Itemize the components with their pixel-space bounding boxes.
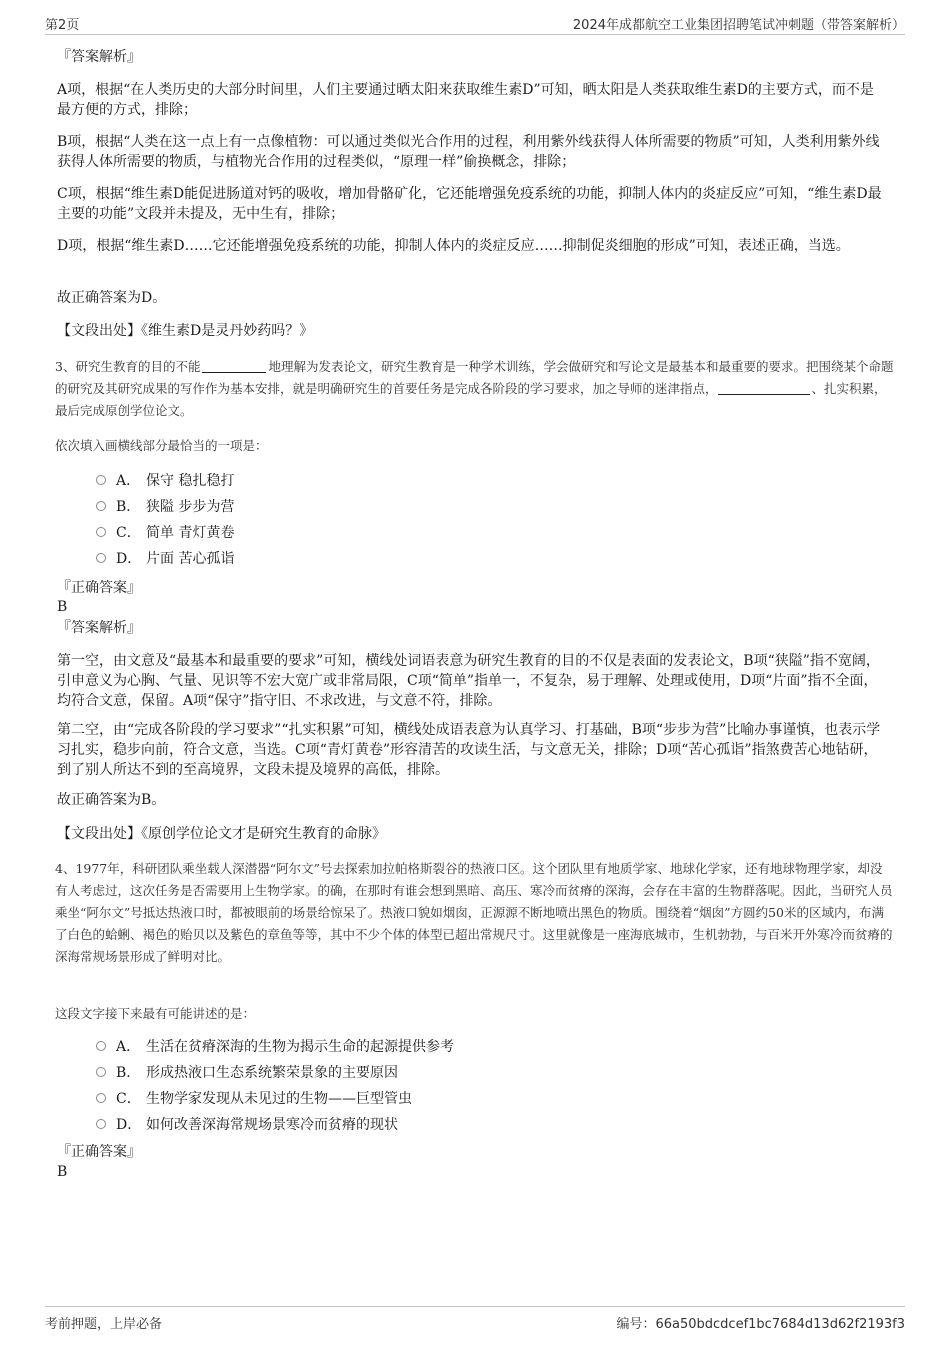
q3-blank-2: [718, 380, 810, 395]
q3-option-d[interactable]: D． 片面 苦心孤诣: [96, 549, 234, 569]
q3-stem-part-2: 地理解为发表论文，研究生教育是一种学术训练，学会做研究和写论文是最基本和最重要的要求。把围绕某个命题的研究及其研究成果的写作作为基本安排，就是明确研究生的首要任务是完成各阶段的学习要求，加之导师的迷津指点，: [55, 359, 894, 396]
q4-prompt: 这段文字接下来最有可能讲述的是：: [55, 1006, 256, 1021]
q4-answer: B: [57, 1164, 68, 1180]
document-code: 编号：66a50bdcdcef1bc7684d13d62f2193f3: [616, 1317, 905, 1332]
page-number: 第2页: [45, 18, 80, 33]
q4-stem: 4、1977年，科研团队乘坐载人深潜器“阿尔文”号去探索加拉帕格斯裂谷的热液口区。这个团队里有地质学家、地球化学家，还有地球物理学家，却没有人考虑过，这次任务是否需要用上生物学家。的确，在那时有谁会想到黑暗、高压、寒冷而贫瘠的深海，会存在丰富的生物群落呢。因此，当研究人员乘坐“阿尔文”号抵达热液口时，都被眼前的场景给惊呆了。热液口貌如烟囱，正源源不断地喷出黑色的物质。围绕着“烟囱”方圆约50米的区域内，布满了白色的蛤蜊、褐色的贻贝以及紫色的章鱼等等，其中不少个体的体型已超出常规尺寸。这里就像是一座海底城市，生机勃勃，与百米开外寒冷而贫瘠的深海常规场景形成了鲜明对比。: [55, 861, 893, 964]
q3-option-b[interactable]: B． 狭隘 步步为营: [96, 497, 234, 517]
q3-source: 【文段出处】《原创学位论文才是研究生教育的命脉》: [57, 826, 386, 842]
q3-option-c[interactable]: C． 简单 青灯黄卷: [96, 523, 234, 543]
q4-answer-label: 『正确答案』: [57, 1144, 141, 1160]
q3-prompt: 依次填入画横线部分最恰当的一项是：: [55, 438, 268, 453]
q3-explain-2: 第二空，由“完成各阶段的学习要求”“扎实积累”可知，横线处成语表意为认真学习、打基础，B项“步步为营”比喻办事谨慎，也表示学习扎实，稳步向前，符合文意，当选。C项“青灯黄卷”形容清苦的攻读生活，与文意无关，排除；D项“苦心孤诣”指煞费苦心地钻研，到了别人所达不到的至高境界，文段未提及境界的高低，排除。: [57, 722, 881, 778]
radio-button[interactable]: [96, 1041, 106, 1051]
footer-slogan: 考前押题，上岸必备: [45, 1317, 163, 1332]
radio-button[interactable]: [96, 1067, 106, 1077]
document-title: 2024年成都航空工业集团招聘笔试冲刺题（带答案解析）: [572, 18, 905, 33]
q4-option-d[interactable]: D． 如何改善深海常规场景寒冷而贫瘠的现状: [96, 1115, 398, 1135]
page-footer: [45, 1306, 905, 1333]
q3-explain-label: 『答案解析』: [57, 620, 141, 636]
q3-answer: B: [57, 599, 68, 615]
q4-option-c[interactable]: C． 生物学家发现从未见过的生物——巨型管虫: [96, 1089, 412, 1109]
q3-explain-1: 第一空，由文意及“最基本和最重要的要求”可知，横线处词语表意为研究生教育的目的不仅是表面的发表论文，B项“狭隘”指不宽阔，引申意义为心胸、气量、见识等不宏大宽广或非常局限，C项“简单”指单一，不复杂，易于理解、处理或使用，D项“片面”指不全面，均符合文意，保留。A项“保守”指守旧、不求改进，与文意不符，排除。: [57, 653, 880, 709]
q3-answer-label: 『正确答案』: [57, 580, 141, 596]
radio-button[interactable]: [96, 553, 106, 563]
page-header: [45, 12, 905, 35]
q4-option-a[interactable]: A． 生活在贫瘠深海的生物为揭示生命的起源提供参考: [96, 1037, 454, 1057]
q2-explain-label: 『答案解析』: [57, 49, 141, 65]
q3-conclusion: 故正确答案为B。: [57, 792, 166, 808]
radio-button[interactable]: [96, 527, 106, 537]
q3-option-a[interactable]: A． 保守 稳扎稳打: [96, 471, 234, 491]
radio-button[interactable]: [96, 501, 106, 511]
q2-source: 【文段出处】《维生素D是灵丹妙药吗？》: [57, 323, 314, 339]
q2-explain-a: A项，根据“在人类历史的大部分时间里，人们主要通过晒太阳来获取维生素D”可知，晒太阳是人类获取维生素D的主要方式，而不是最方便的方式，排除；: [57, 82, 874, 118]
q2-explain-c: C项，根据“维生素D能促进肠道对钙的吸收，增加骨骼矿化，它还能增强免疫系统的功能，抑制人体内的炎症反应”可知，“维生素D最主要的功能”文段并未提及，无中生有，排除；: [57, 186, 882, 222]
q2-conclusion: 故正确答案为D。: [57, 290, 167, 306]
q2-explain-d: D项，根据“维生素D……它还能增强免疫系统的功能，抑制人体内的炎症反应……抑制促炎细胞的形成”可知，表述正确，当选。: [57, 238, 850, 254]
q2-explain-b: B项，根据“人类在这一点上有一点像植物：可以通过类似光合作用的过程，利用紫外线获得人体所需要的物质”可知，人类利用紫外线获得人体所需要的物质，与植物光合作用的过程类似，“原理一样”偷换概念，排除；: [57, 134, 880, 170]
radio-button[interactable]: [96, 475, 106, 485]
q3-stem: [55, 356, 895, 422]
radio-button[interactable]: [96, 1119, 106, 1129]
radio-button[interactable]: [96, 1093, 106, 1103]
q3-blank-1: [202, 358, 266, 373]
q3-stem-part-1: 3、研究生教育的目的不能: [55, 359, 201, 374]
q4-option-b[interactable]: B． 形成热液口生态系统繁荣景象的主要原因: [96, 1063, 398, 1083]
q3-stem-part-3: 、扎实积累，最后完成原创学位论文。: [55, 381, 887, 418]
